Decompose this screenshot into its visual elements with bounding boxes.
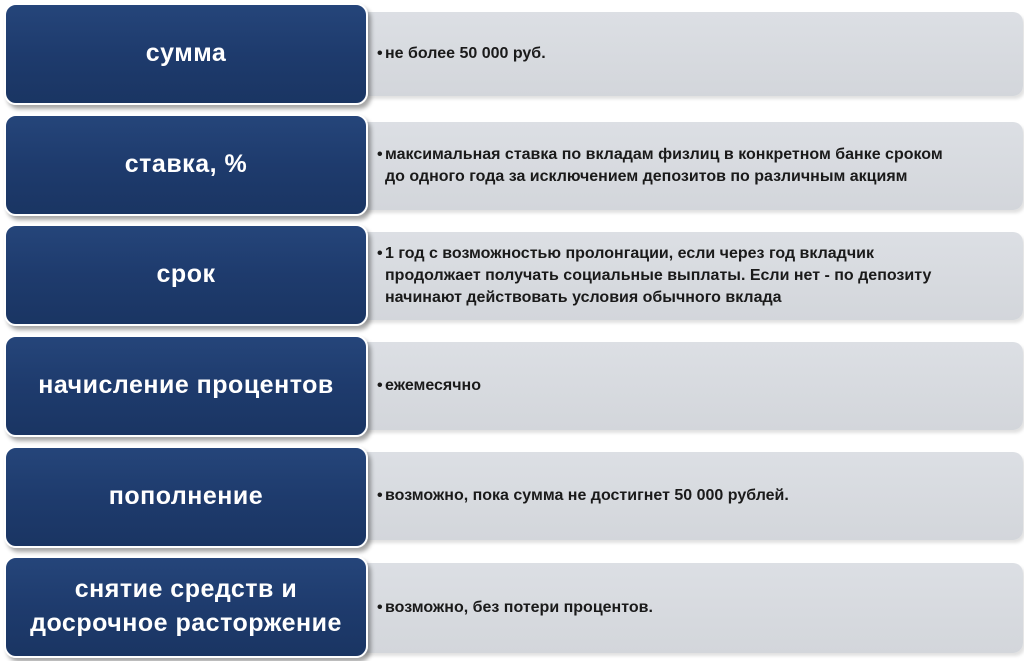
detail-srok <box>377 243 931 309</box>
term-label: пополнение <box>108 482 264 511</box>
detail-popolnenie <box>377 485 789 507</box>
bullet: • <box>377 245 383 262</box>
term-box-nachislenie <box>4 335 368 437</box>
term-label: срок <box>156 260 216 289</box>
term-label: ставка, % <box>124 150 248 179</box>
bullet: • <box>377 146 383 163</box>
bullet: • <box>377 377 383 394</box>
bullet: • <box>377 599 383 616</box>
detail-stavka <box>377 144 943 188</box>
detail-summa <box>377 43 546 65</box>
detail-text: возможно, пока сумма не достигнет 50 000 рублей. <box>385 487 789 504</box>
term-label: снятие средств и досрочное расторжение <box>30 575 342 637</box>
detail-box-snyatie <box>355 563 1023 653</box>
term-box-srok <box>4 224 368 326</box>
bullet: • <box>377 45 383 62</box>
detail-box-popolnenie <box>355 452 1023 540</box>
term-label: сумма <box>145 39 227 68</box>
detail-text: ежемесячно <box>385 377 481 394</box>
detail-text: не более 50 000 руб. <box>385 45 546 62</box>
detail-text: возможно, без потери процентов. <box>385 599 653 616</box>
detail-snyatie <box>377 597 653 619</box>
detail-box-stavka <box>355 122 1023 210</box>
term-box-snyatie <box>4 556 368 658</box>
detail-text: максимальная ставка по вкладам физлиц в конкретном банке сроком до одного года за исключением депозитов по различным акциям <box>385 146 943 185</box>
detail-nachislenie <box>377 375 481 397</box>
detail-text: 1 год с возможностью пролонгации, если через год вкладчик продолжает получать социальные выплаты. Если нет - по депозиту начинают действовать условия обычного вклада <box>385 245 932 306</box>
detail-box-srok <box>355 232 1023 320</box>
detail-box-summa <box>355 12 1023 96</box>
term-label: начисление процентов <box>38 371 334 400</box>
term-box-popolnenie <box>4 446 368 548</box>
detail-box-nachislenie <box>355 342 1023 430</box>
term-box-stavka <box>4 114 368 216</box>
term-box-summa <box>4 3 368 105</box>
bullet: • <box>377 487 383 504</box>
